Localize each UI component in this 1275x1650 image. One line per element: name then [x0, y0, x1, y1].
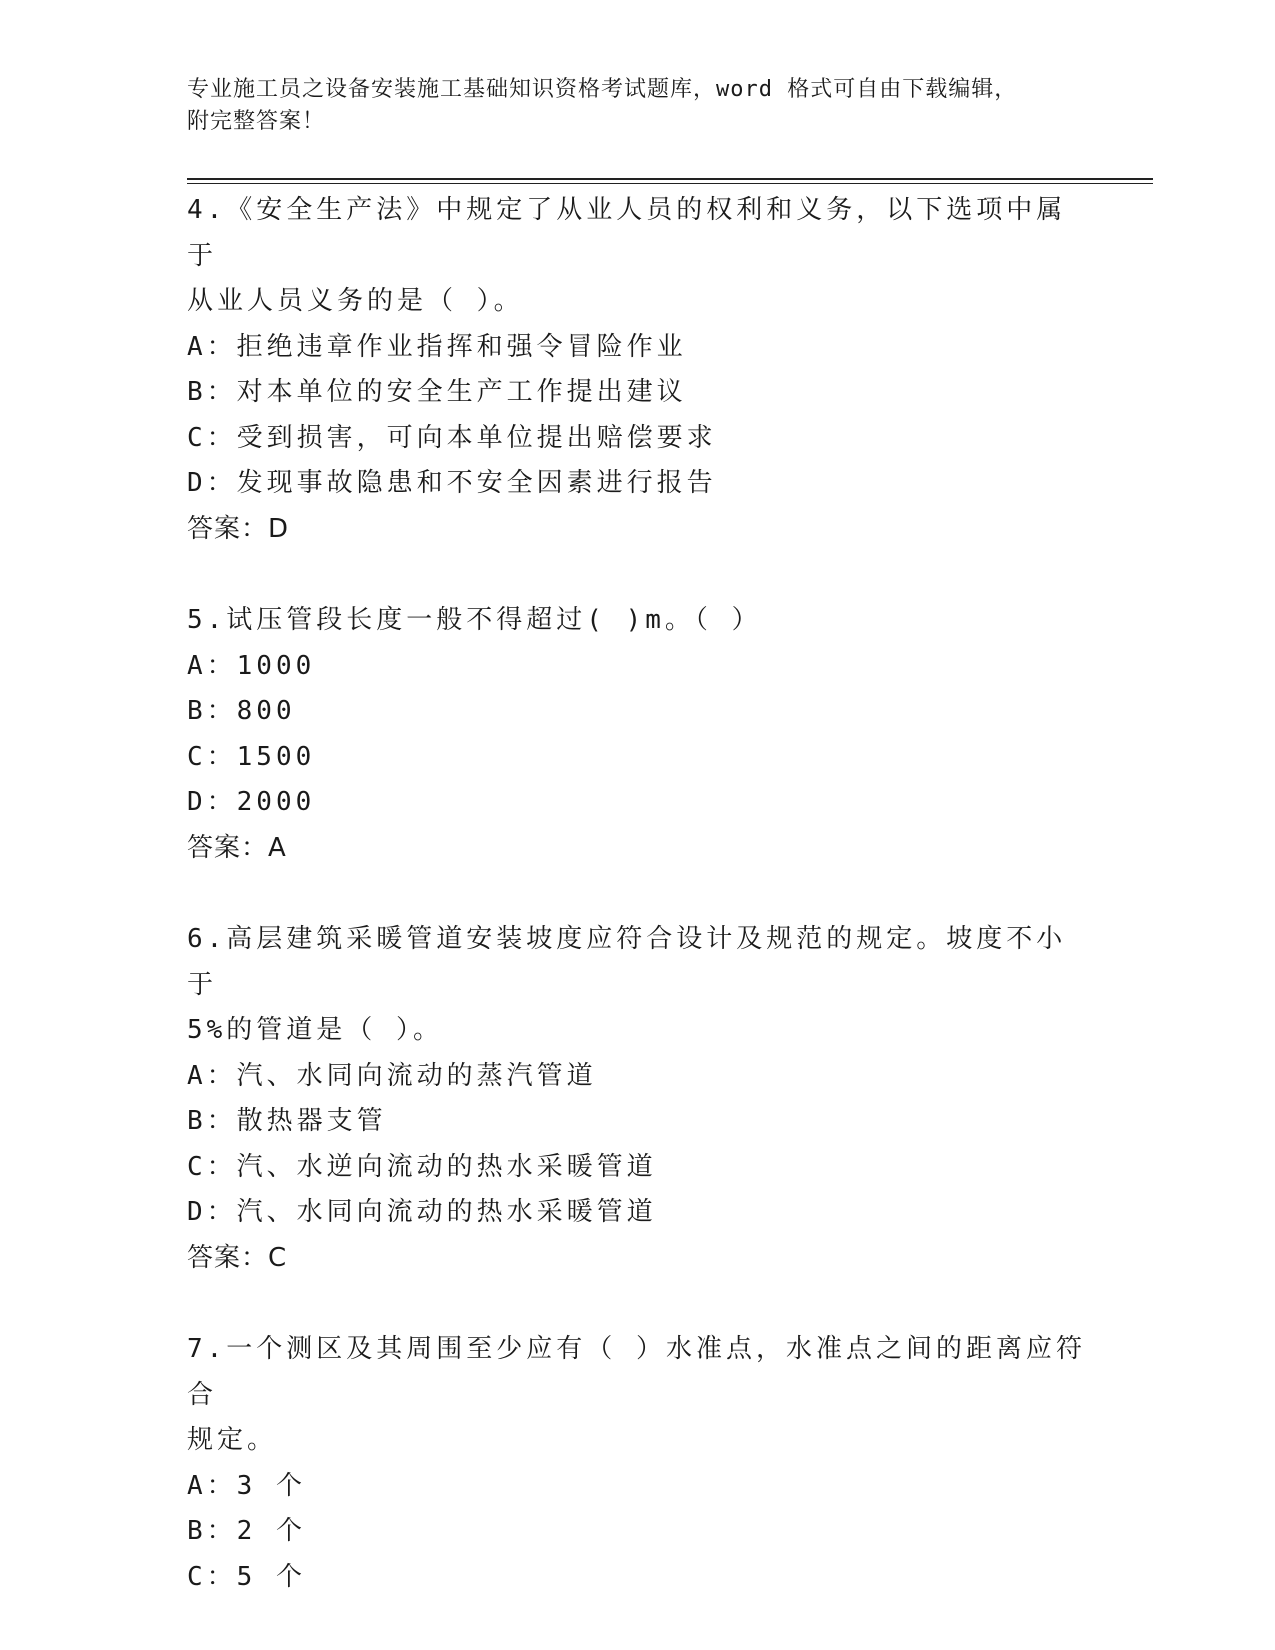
question-5 [187, 598, 1087, 871]
answer-line: 答案：A [187, 832, 287, 863]
question-stem: 6.高层建筑采暖管道安装坡度应符合设计及规范的规定。坡度不小于 [187, 924, 1067, 1000]
option-a: A：3 个 [187, 1470, 306, 1501]
option-b: B：散热器支管 [187, 1106, 387, 1136]
question-stem-continued: 从业人员义务的是（ ）。 [187, 286, 524, 316]
option-b: B：2 个 [187, 1516, 306, 1546]
question-stem: 7.一个测区及其周围至少应有（ ）水准点，水准点之间的距离应符合 [187, 1334, 1086, 1410]
question-stem: 4.《安全生产法》中规定了从业人员的权利和义务，以下选项中属于 [187, 195, 1067, 271]
question-4 [187, 188, 1087, 552]
question-stem: 5.试压管段长度一般不得超过( )m。（ ） [187, 605, 762, 635]
header-line-2: 附完整答案！ [187, 109, 326, 134]
header-divider-top [187, 178, 1153, 180]
header-line-1: 专业施工员之设备安装施工基础知识资格考试题库，word 格式可自由下载编辑， [187, 77, 1018, 102]
option-a: A：1000 [187, 650, 316, 681]
header-divider-bottom [187, 183, 1153, 184]
option-b: B：对本单位的安全生产工作提出建议 [187, 377, 687, 407]
answer-line: 答案：C [187, 1242, 288, 1273]
option-b: B：800 [187, 696, 296, 726]
option-d: D：汽、水同向流动的热水采暖管道 [187, 1197, 657, 1227]
option-c: C：受到损害，可向本单位提出赔偿要求 [187, 422, 717, 453]
option-d: D：2000 [187, 787, 316, 817]
question-7 [187, 1327, 1087, 1600]
option-d: D：发现事故隐患和不安全因素进行报告 [187, 468, 717, 498]
option-a: A：拒绝违章作业指挥和强令冒险作业 [187, 331, 687, 362]
document-header [187, 74, 1087, 138]
answer-line: 答案：D [187, 513, 290, 544]
option-c: C：1500 [187, 741, 316, 772]
question-list [187, 188, 1087, 1646]
option-a: A：汽、水同向流动的蒸汽管道 [187, 1060, 597, 1091]
question-6 [187, 917, 1087, 1281]
option-c: C：5 个 [187, 1561, 306, 1592]
question-stem-continued: 5%的管道是（ ）。 [187, 1015, 443, 1045]
question-stem-continued: 规定。 [187, 1425, 278, 1455]
option-c: C：汽、水逆向流动的热水采暖管道 [187, 1151, 657, 1182]
